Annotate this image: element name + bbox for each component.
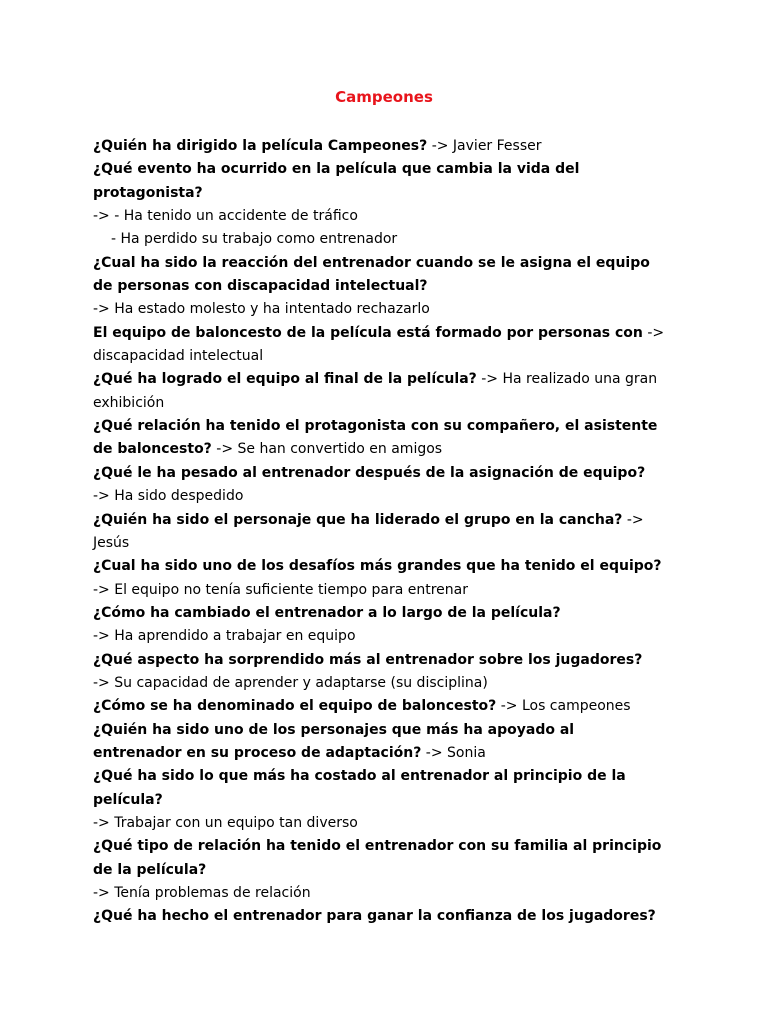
- answer-text: -> Sonia: [421, 744, 486, 761]
- answer-text: -> Ha aprendido a trabajar en equipo: [93, 628, 356, 645]
- text-line: [93, 135, 683, 158]
- text-line: [93, 859, 683, 882]
- text-line: [93, 485, 683, 508]
- answer-text: discapacidad intelectual: [93, 348, 264, 365]
- answer-text: ->: [622, 511, 644, 528]
- text-line: [93, 649, 683, 672]
- document-body: [93, 135, 683, 929]
- answer-text: -> Tenía problemas de relación: [93, 885, 311, 901]
- text-line: [93, 555, 683, 578]
- question-text: ¿Qué tipo de relación ha tenido el entrenador con su familia al principio: [93, 838, 662, 855]
- text-line: [93, 415, 683, 438]
- question-text: protagonista?: [93, 184, 203, 201]
- text-line: [93, 789, 683, 812]
- question-text: ¿Cómo se ha denominado el equipo de baloncesto?: [93, 698, 497, 715]
- question-text: ¿Cual ha sido uno de los desafíos más grandes que ha tenido el equipo?: [93, 558, 662, 575]
- question-text: película?: [93, 791, 163, 808]
- answer-text: -> El equipo no tenía suficiente tiempo para entrenar: [93, 581, 469, 598]
- question-text: ¿Quién ha sido uno de los personajes que más ha apoyado al: [93, 721, 575, 738]
- text-line: [93, 742, 683, 765]
- answer-text: -> - Ha tenido un accidente de tráfico: [93, 208, 358, 225]
- text-line: [93, 719, 683, 742]
- answer-text: exhibición: [93, 394, 165, 411]
- answer-text: -> Trabajar con un equipo tan diverso: [93, 814, 358, 831]
- text-line: [93, 438, 683, 461]
- text-line: [93, 252, 683, 275]
- question-text: ¿Qué relación ha tenido el protagonista con su compañero, el asistente: [93, 418, 658, 435]
- answer-text: -> Ha realizado una gran: [476, 371, 658, 388]
- question-text: ¿Qué aspecto ha sorprendido más al entrenador sobre los jugadores?: [93, 651, 643, 668]
- question-text: ¿Qué evento ha ocurrido en la película que cambia la vida del: [93, 161, 580, 178]
- question-text: de la película?: [93, 861, 207, 878]
- text-line: [93, 275, 683, 298]
- question-text: ¿Quién ha sido el personaje que ha liderado el grupo en la cancha?: [93, 511, 623, 528]
- question-text: ¿Qué ha sido lo que más ha costado al entrenador al principio de la: [93, 768, 626, 785]
- text-line: [93, 182, 683, 205]
- answer-text: Jesús: [93, 534, 130, 551]
- question-text: ¿Qué le ha pesado al entrenador después de la asignación de equipo?: [93, 464, 646, 481]
- text-line: [93, 695, 683, 718]
- question-text: ¿Cual ha sido la reacción del entrenador cuando se le asigna el equipo: [93, 254, 650, 271]
- text-line: [93, 392, 683, 415]
- text-line: [93, 905, 683, 928]
- text-line: [93, 368, 683, 391]
- answer-text: -> Se han convertido en amigos: [211, 441, 443, 458]
- answer-text: -> Ha sido despedido: [93, 488, 244, 505]
- question-text: ¿Qué ha hecho el entrenador para ganar la confianza de los jugadores?: [93, 908, 656, 925]
- text-line: [93, 672, 683, 695]
- text-line: [93, 579, 683, 602]
- answer-text: -> Javier Fesser: [427, 138, 542, 154]
- text-line: [93, 228, 683, 251]
- question-text: de personas con discapacidad intelectual?: [93, 278, 428, 295]
- question-text: ¿Qué ha logrado el equipo al final de la película?: [93, 371, 477, 388]
- text-line: [93, 158, 683, 181]
- text-line: [93, 205, 683, 228]
- text-line: [93, 812, 683, 835]
- text-line: [93, 602, 683, 625]
- question-text: de baloncesto?: [93, 441, 212, 458]
- text-line: [93, 882, 683, 905]
- question-text: ¿Quién ha dirigido la película Campeones?: [93, 138, 428, 154]
- text-line: [93, 532, 683, 555]
- document-title: Campeones: [335, 88, 433, 106]
- question-text: entrenador en su proceso de adaptación?: [93, 744, 422, 761]
- text-line: [93, 509, 683, 532]
- answer-text: -> Ha estado molesto y ha intentado rechazarlo: [93, 301, 430, 318]
- text-line: [93, 345, 683, 368]
- text-line: [93, 298, 683, 321]
- answer-text: - Ha perdido su trabajo como entrenador: [111, 231, 398, 248]
- text-line: [93, 462, 683, 485]
- answer-text: -> Los campeones: [496, 698, 631, 715]
- answer-text: -> Su capacidad de aprender y adaptarse (su disciplina): [93, 674, 488, 691]
- text-line: [93, 765, 683, 788]
- answer-text: ->: [642, 324, 665, 341]
- text-line: [93, 625, 683, 648]
- question-text: El equipo de baloncesto de la película está formado por personas con: [93, 324, 643, 341]
- text-line: [93, 835, 683, 858]
- text-line: [93, 322, 683, 345]
- question-text: ¿Cómo ha cambiado el entrenador a lo largo de la película?: [93, 604, 561, 621]
